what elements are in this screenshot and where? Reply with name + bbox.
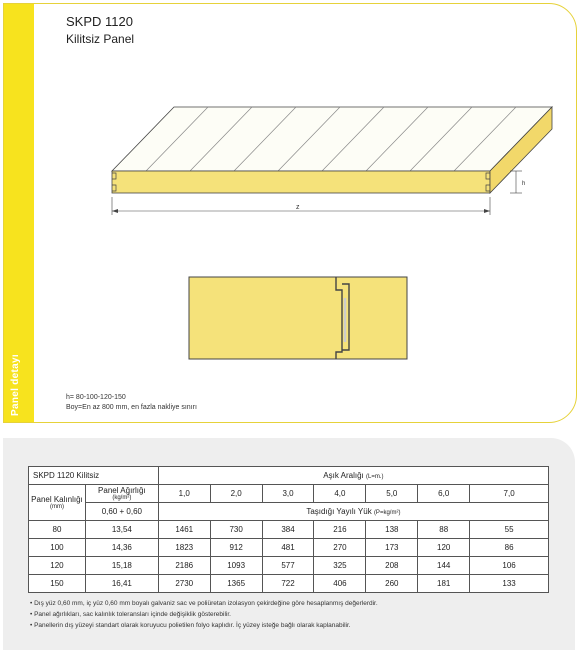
product-code: SKPD 1120 xyxy=(66,14,133,29)
sheet-spec: 0,60 + 0,60 xyxy=(85,503,158,521)
thickness-note: h= 80-100-120-150 xyxy=(66,394,126,401)
table-span-row xyxy=(29,485,549,503)
footnote-1: • Dış yüz 0,60 mm, iç yüz 0,60 mm boyalı galvaniz sac ve poliüretan izolasyon çekirdeğine göre hesaplanmış değerlerdir. xyxy=(30,600,378,607)
panel-top-face xyxy=(112,107,552,171)
table-row: 100 14,36 1823 912 481 270 173 120 86 xyxy=(29,539,549,557)
panel-detail-card xyxy=(3,3,577,423)
table-row: 80 13,54 1461 730 384 216 138 88 55 xyxy=(29,521,549,539)
table-load-header-row xyxy=(29,503,549,521)
joint-foam xyxy=(189,277,407,359)
span-cell: 4,0 xyxy=(314,485,366,503)
span-title: Aşık Aralığı xyxy=(323,471,364,480)
load-header: Taşıdığı Yayılı Yük (P=kg/m²) xyxy=(158,503,548,521)
span-cell: 3,0 xyxy=(262,485,314,503)
table-row: 150 16,41 2730 1365 722 406 260 181 133 xyxy=(29,575,549,593)
footnote-3: • Panellerin dış yüzeyi standart olarak koruyucu polietilen folyo kaplıdır. İç yüzey isteğe bağlı olarak kaplanabilir. xyxy=(30,622,351,629)
width-label: z xyxy=(296,204,300,211)
span-cell: 5,0 xyxy=(366,485,418,503)
side-accent-bar xyxy=(4,4,34,422)
thickness-header: Panel Kalınlığı (mm) xyxy=(29,485,86,521)
panel-front-face xyxy=(112,171,490,193)
span-unit: (L=m.) xyxy=(365,474,384,480)
span-cell: 7,0 xyxy=(470,485,549,503)
weight-header: Panel Ağırlığı (kg/m²) xyxy=(85,485,158,503)
span-header xyxy=(158,467,548,485)
panel-3d-drawing xyxy=(104,99,564,224)
table-title: SKPD 1120 Kilitsiz xyxy=(29,467,159,485)
span-cell: 2,0 xyxy=(210,485,262,503)
side-label: Panel detayı xyxy=(10,354,21,416)
panel-joint-detail xyxy=(188,276,408,362)
span-cell: 6,0 xyxy=(418,485,470,503)
height-label: h xyxy=(522,181,526,187)
span-cell: 1,0 xyxy=(158,485,210,503)
length-note: Boy=En az 800 mm, en fazla nakliye sınırı xyxy=(66,404,197,411)
table-row: 120 15,18 2186 1093 577 325 208 144 106 xyxy=(29,557,549,575)
load-table xyxy=(28,466,549,593)
product-subtitle: Kilitsiz Panel xyxy=(66,32,135,46)
table-header-row xyxy=(29,467,549,485)
footnote-2: • Panel ağırlıkları, sac kalınlık toleransları içinde değişiklik gösterebilir. xyxy=(30,611,231,618)
